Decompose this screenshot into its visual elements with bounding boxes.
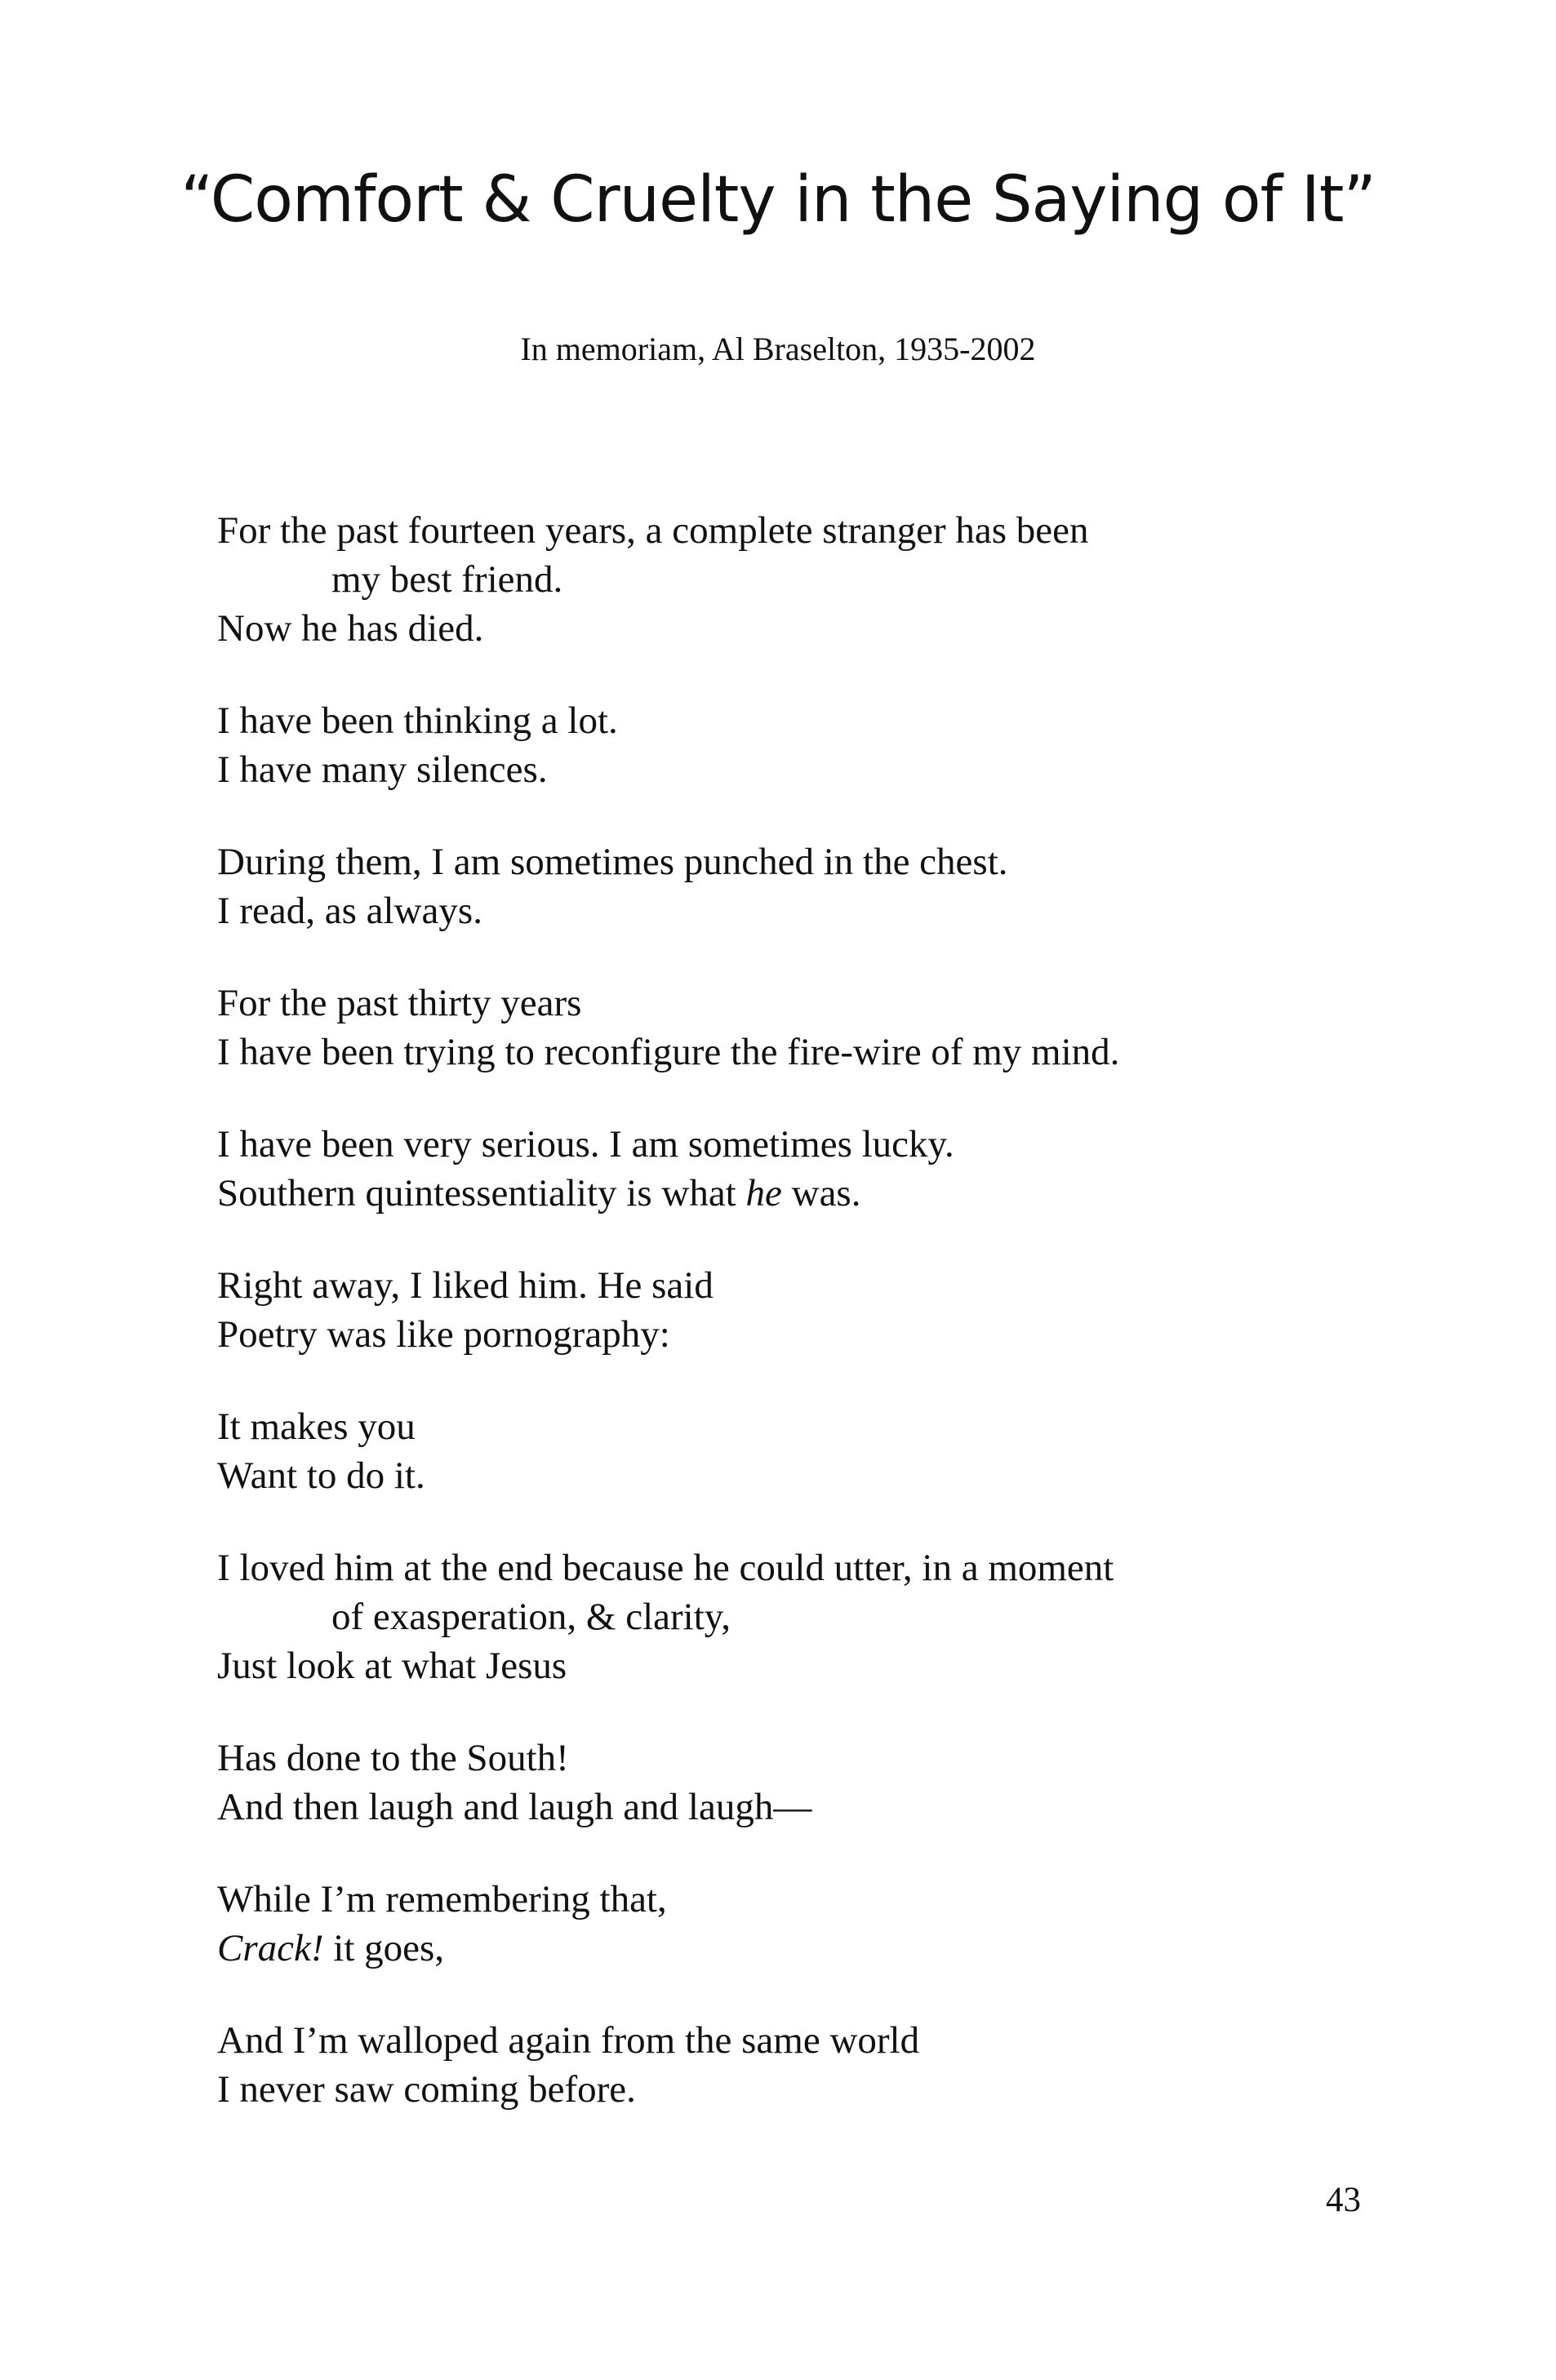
emphasized-word: he	[745, 1172, 782, 1214]
stanza-2	[217, 696, 1491, 794]
poem-line: Has done to the South!	[217, 1737, 569, 1779]
poem-title: “Comfort & Cruelty in the Saying of It”	[180, 163, 1376, 237]
poem-line: I have been trying to reconfigure the fire-wire of my mind.	[217, 1031, 1120, 1073]
stanza-8	[217, 1543, 1491, 1690]
poem-line: For the past fourteen years, a complete stranger has been	[217, 509, 1089, 552]
stanza-10	[217, 1875, 1491, 1973]
poem-line: I have been thinking a lot.	[217, 699, 618, 742]
poem-line-indented: my best friend.	[331, 558, 563, 601]
poem-line	[217, 1169, 1491, 1218]
poem-line: I have many silences.	[217, 748, 548, 791]
poem-line-indented: of exasperation, & clarity,	[331, 1596, 731, 1638]
poem-line: For the past thirty years	[217, 982, 582, 1024]
poem-line	[217, 1924, 1491, 1973]
line-text: Southern quintessentiality is what	[217, 1172, 746, 1214]
poem-line: Poetry was like pornography:	[217, 1313, 670, 1356]
poem-line: And I’m walloped again from the same world	[217, 2019, 920, 2062]
poem-line: I read, as always.	[217, 890, 482, 932]
page-number: 43	[1326, 2181, 1361, 2219]
stanza-4	[217, 979, 1491, 1077]
poem-line: During them, I am sometimes punched in the chest.	[217, 841, 1008, 883]
emphasized-word: Crack!	[217, 1927, 324, 1969]
poem-line: While I’m remembering that,	[217, 1878, 667, 1920]
poem-line: Want to do it.	[217, 1454, 425, 1497]
line-text: it goes,	[323, 1927, 445, 1969]
poem-line: Right away, I liked him. He said	[217, 1264, 714, 1307]
dedication: In memoriam, Al Braselton, 1935-2002	[520, 331, 1036, 367]
stanza-5	[217, 1120, 1491, 1218]
stanza-6	[217, 1261, 1491, 1359]
stanza-1	[217, 506, 1491, 653]
stanza-7	[217, 1402, 1491, 1500]
poem-line: Just look at what Jesus	[217, 1645, 567, 1687]
line-text: was.	[781, 1172, 861, 1214]
poem-line: It makes you	[217, 1405, 416, 1448]
stanza-9	[217, 1734, 1491, 1832]
poem-line: Now he has died.	[217, 607, 484, 650]
stanza-3	[217, 837, 1491, 935]
poem-line: I never saw coming before.	[217, 2068, 636, 2111]
stanza-11	[217, 2016, 1491, 2114]
poem-line: I have been very serious. I am sometimes lucky.	[217, 1123, 954, 1166]
poem-body	[217, 506, 1491, 2157]
poem-line: And then laugh and laugh and laugh—	[217, 1786, 812, 1828]
poem-line: I loved him at the end because he could utter, in a moment	[217, 1547, 1114, 1589]
